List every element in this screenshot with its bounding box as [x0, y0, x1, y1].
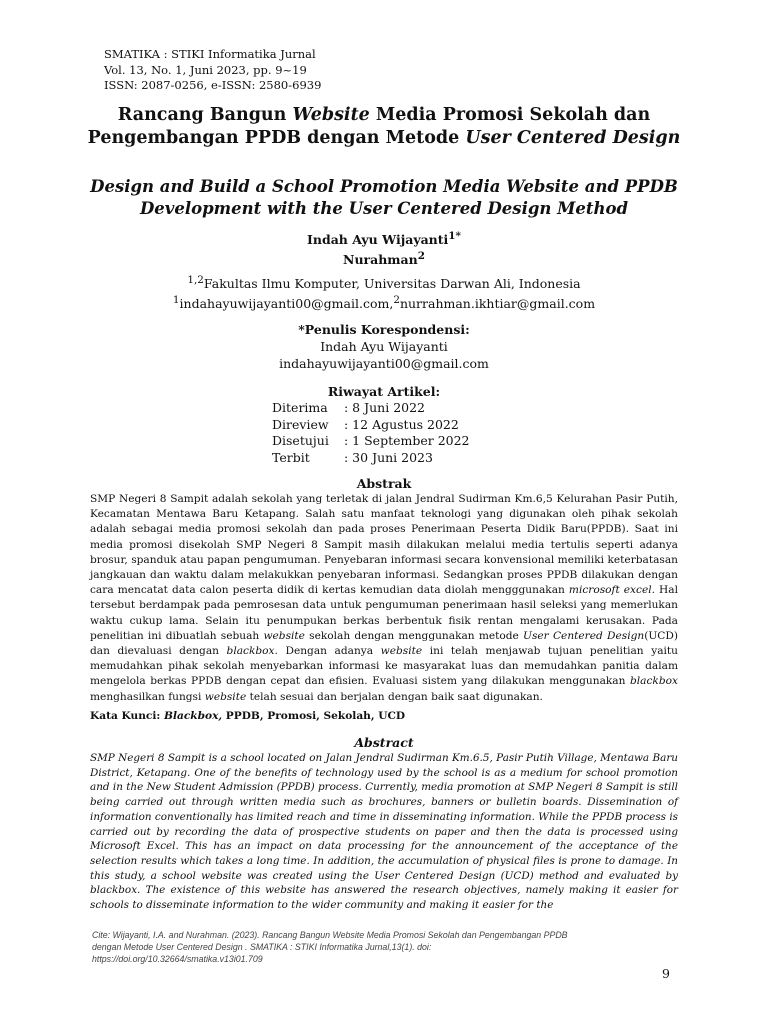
history-row: [272, 450, 470, 467]
affiliation-text: Fakultas Ilmu Komputer, Universitas Darwan Ali, Indonesia: [203, 276, 581, 292]
affiliation: [84, 272, 684, 312]
abstrak-text: ini telah menjawab tujuan penelitian yaitu memudahkan pihak sekolah menyebarkan informasi ke masyarakat luas dan memudahkan panitia dalam mengelola berkas PPDB dengan cepat dan efisien. Evaluasi sistem yang dilakukan menggunakan: [90, 645, 678, 688]
author-1-sup: 1*: [448, 230, 461, 242]
title-id-part1: Rancang Bangun: [117, 105, 293, 125]
history-row: [272, 400, 470, 417]
abstrak-text: SMP Negeri 8 Sampit adalah sekolah yang terletak di jalan Jendral Sudirman Km.6,5 Kelurahan Pasir Putih, Kecamatan Mentawa Baru Ketapang. Salah satu manfaat teknologi yang digunakan oleh pihak sekolah adalah sebagai media promosi sekolah dan pada proses Penerimaan Peserta Didik Baru(PPDB). Saat ini media promosi disekolah SMP Negeri 8 Sampit masih dilakukan melalui media tertulis seperti adanya brosur, spanduk atau papan pengumuman. Penyebaran informasi secara konvensional memiliki keterbatasan jangkauan dan waktu dalam melakukkan penyebaran informasi. Sedangkan proses PPDB dilakukan dengan cara mencatat data calon peserta didik di kertas kemudian data diolah mengggunakan: [90, 493, 678, 597]
history-value: : 12 Agustus 2022: [344, 416, 459, 432]
author-1: [84, 228, 684, 248]
journal-volume: Vol. 13, No. 1, Juni 2023, pp. 9~19: [104, 62, 307, 77]
email-line: [84, 292, 684, 312]
keywords-label: Kata Kunci:: [90, 710, 164, 722]
history-label: Diterima: [272, 400, 328, 415]
author-2-name: Nurahman: [343, 252, 418, 268]
citation-doi-link[interactable]: https://doi.org/10.32664/smatika.v13i01.709: [92, 954, 263, 964]
email2-sup: 2: [393, 294, 400, 307]
author-2-sup: 2: [417, 250, 425, 263]
journal-issn: ISSN: 2087-0256, e-ISSN: 2580-6939: [104, 78, 322, 92]
abstrak-text: telah sesuai dan berjalan dengan baik saat digunakan.: [246, 690, 543, 703]
history-row: [272, 417, 470, 434]
page-number: 9: [662, 966, 670, 981]
history-value: : 30 Juni 2023: [344, 449, 433, 465]
affiliation-line: [84, 272, 684, 292]
author-list: [84, 228, 684, 268]
abstract-title: Abstract: [354, 735, 414, 750]
author-2: [84, 248, 684, 268]
email-1[interactable]: indahayuwijayanti00@gmail.com,: [179, 296, 394, 312]
history-label: Disetujui: [272, 433, 329, 448]
title-en-line1: Design and Build a School Promotion Media Website and PPDB: [90, 177, 678, 196]
title-english: [60, 176, 708, 220]
abstrak-italic: website: [263, 629, 305, 642]
history-row: [272, 433, 470, 450]
abstrak-italic: microsoft excel.: [568, 584, 655, 597]
correspondence-label: *Penulis Korespondensi:: [298, 322, 470, 337]
abstrak-italic: blackbox.: [226, 645, 278, 658]
title-en-line2: Development with the User Centered Design Method: [139, 199, 629, 218]
citation-line1: Cite: Wijayanti, I.A. and Nurahman. (2023). Rancang Bangun Website Media Promosi Sekolah dan Pengembangan PPDB: [92, 930, 568, 940]
title-id-italic1: Website: [292, 105, 370, 125]
history-table: [272, 400, 470, 466]
journal-header: [104, 47, 321, 94]
affiliation-sup: 1,2: [187, 274, 204, 286]
email-2[interactable]: nurrahman.ikhtiar@gmail.com: [399, 296, 596, 312]
abstrak-text: (UCD) dan dievaluasi dengan: [90, 629, 678, 658]
abstrak-text: menghasilkan fungsi: [90, 690, 205, 703]
title-indonesian: [60, 104, 708, 150]
keywords: [90, 709, 678, 724]
history-label: Terbit: [272, 449, 310, 465]
abstrak-italic: website: [204, 690, 247, 703]
author-1-name: Indah Ayu Wijayanti: [307, 232, 449, 248]
abstrak-body: [90, 492, 678, 705]
abstract-body: SMP Negeri 8 Sampit is a school located on Jalan Jendral Sudirman Km.6.5, Pasir Putih Village, Mentawa Baru District, Ketapang. One of the benefits of technology used by the school is as a medium for school promotion and in the New Student Admission (PPDB) process. Currently, media promotion at SMP Negeri 8 Sampit is still being carried out through written media such as brochures, banners or bulletin boards. Dissemination of information conventionally has limited reach and time in disseminating information. While the PPDB process is carried out by recording the data of prospective students on paper and then the data is processed using Microsoft Excel. This has an impact on data processing for the announcement of the acceptance of the selection results which takes a long time. In addition, the accumulation of physical files is prone to damage. In this study, a school website was created using the User Centered Design (UCD) method and evaluated by blackbox. The existence of this website has answered the research objectives, namely making it easier for schools to disseminate information to the wider community and making it easier for the: [90, 752, 678, 912]
correspondence: [84, 321, 684, 372]
keywords-rest: PPDB, Promosi, Sekolah, UCD: [222, 710, 406, 722]
abstrak-text: Hal tersebut berdampak pada pemrosesan data untuk pengumuman penerimaan hasil seleksi yang memerlukan waktu cukup lama. Selain itu penumpukan berkas berbentuk fisik rentan mengalami kerusakan. Pada penelitian ini dibuatlah sebuah: [90, 584, 678, 642]
abstrak-text: sekolah dengan menggunakan metode: [304, 629, 524, 642]
abstrak-italic: website: [380, 645, 423, 658]
abstrak-italic: User Centered Design: [523, 629, 645, 642]
correspondence-email[interactable]: indahayuwijayanti00@gmail.com: [279, 356, 489, 371]
citation-line2: dengan Metode User Centered Design . SMATIKA : STIKI Informatika Jurnal,13(1). doi:: [92, 942, 432, 952]
title-id-part2: Media Promosi Sekolah dan Pengembangan PPDB dengan Metode: [87, 105, 651, 148]
history-value: : 1 September 2022: [344, 433, 470, 448]
journal-name: SMATIKA : STIKI Informatika Jurnal: [104, 47, 316, 61]
citation-footer: [92, 929, 682, 965]
abstrak-italic: blackbox: [630, 675, 678, 688]
abstrak-title: Abstrak: [356, 476, 412, 491]
email1-sup: 1: [172, 294, 180, 307]
history-label: Direview: [272, 416, 329, 432]
abstrak-text: Dengan adanya: [277, 645, 381, 658]
history-value: : 8 Juni 2022: [344, 400, 426, 415]
history-title: Riwayat Artikel:: [327, 384, 441, 399]
keywords-italic: Blackbox,: [163, 710, 223, 722]
title-id-italic2: User Centered Design: [465, 128, 681, 148]
correspondence-name: Indah Ayu Wijayanti: [320, 339, 448, 354]
